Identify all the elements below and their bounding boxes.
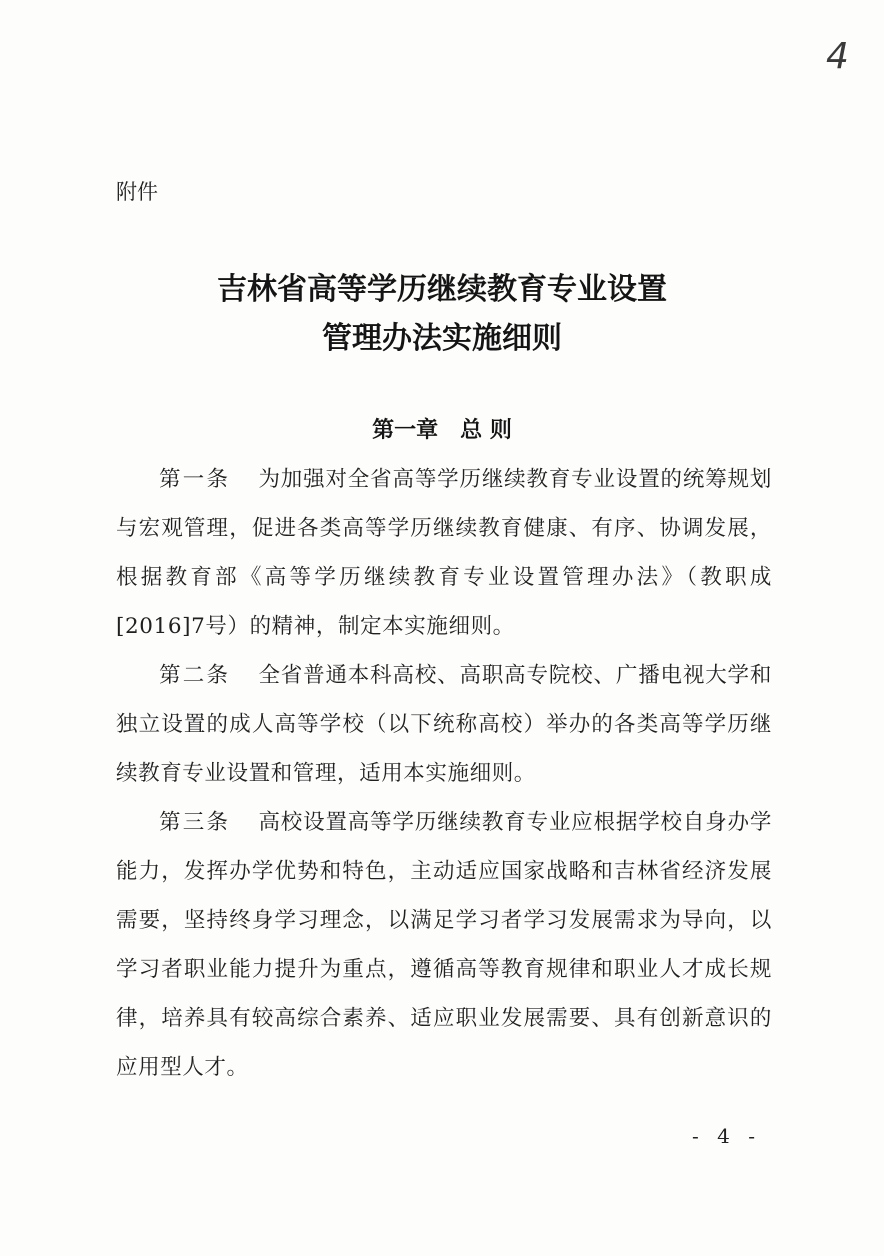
article-3 (116, 798, 772, 1092)
article-text: 全省普通本科高校、高职高专院校、广播电视大学和独立设置的成人高等学校（以下统称高校）举办的各类高等学历继续教育专业设置和管理，适用本实施细则。 (116, 663, 772, 786)
article-text: 为加强对全省高等学历继续教育专业设置的统筹规划与宏观管理，促进各类高等学历继续教育健康、有序、协调发展，根据教育部《高等学历继续教育专业设置管理办法》（教职成[2016]7号）的精神，制定本实施细则。 (116, 467, 772, 639)
article-number: 第三条 (159, 810, 231, 835)
document-title-line-1: 吉林省高等学历继续教育专业设置 (217, 272, 667, 307)
article-2 (116, 651, 772, 798)
article-text: 高校设置高等学历继续教育专业应根据学校自身办学能力，发挥办学优势和特色，主动适应国家战略和吉林省经济发展需要，坚持终身学习理念，以满足学习者学习发展需求为导向，以学习者职业能力提升为重点，遵循高等教育规律和职业人才成长规律，培养具有较高综合素养、适应职业发展需要、具有创新意识的应用型人才。 (116, 810, 772, 1080)
attachment-label: 附件 (116, 180, 158, 204)
document-title-line-2: 管理办法实施细则 (322, 321, 562, 356)
chapter-title: 总 则 (460, 418, 512, 443)
chapter-heading (0, 413, 884, 444)
page-number: - 4 - (692, 1124, 761, 1148)
handwritten-page-mark: 4 (826, 36, 849, 77)
article-number: 第二条 (159, 663, 231, 688)
chapter-number: 第一章 (372, 418, 439, 443)
article-1 (116, 455, 772, 651)
article-number: 第一条 (159, 467, 231, 492)
